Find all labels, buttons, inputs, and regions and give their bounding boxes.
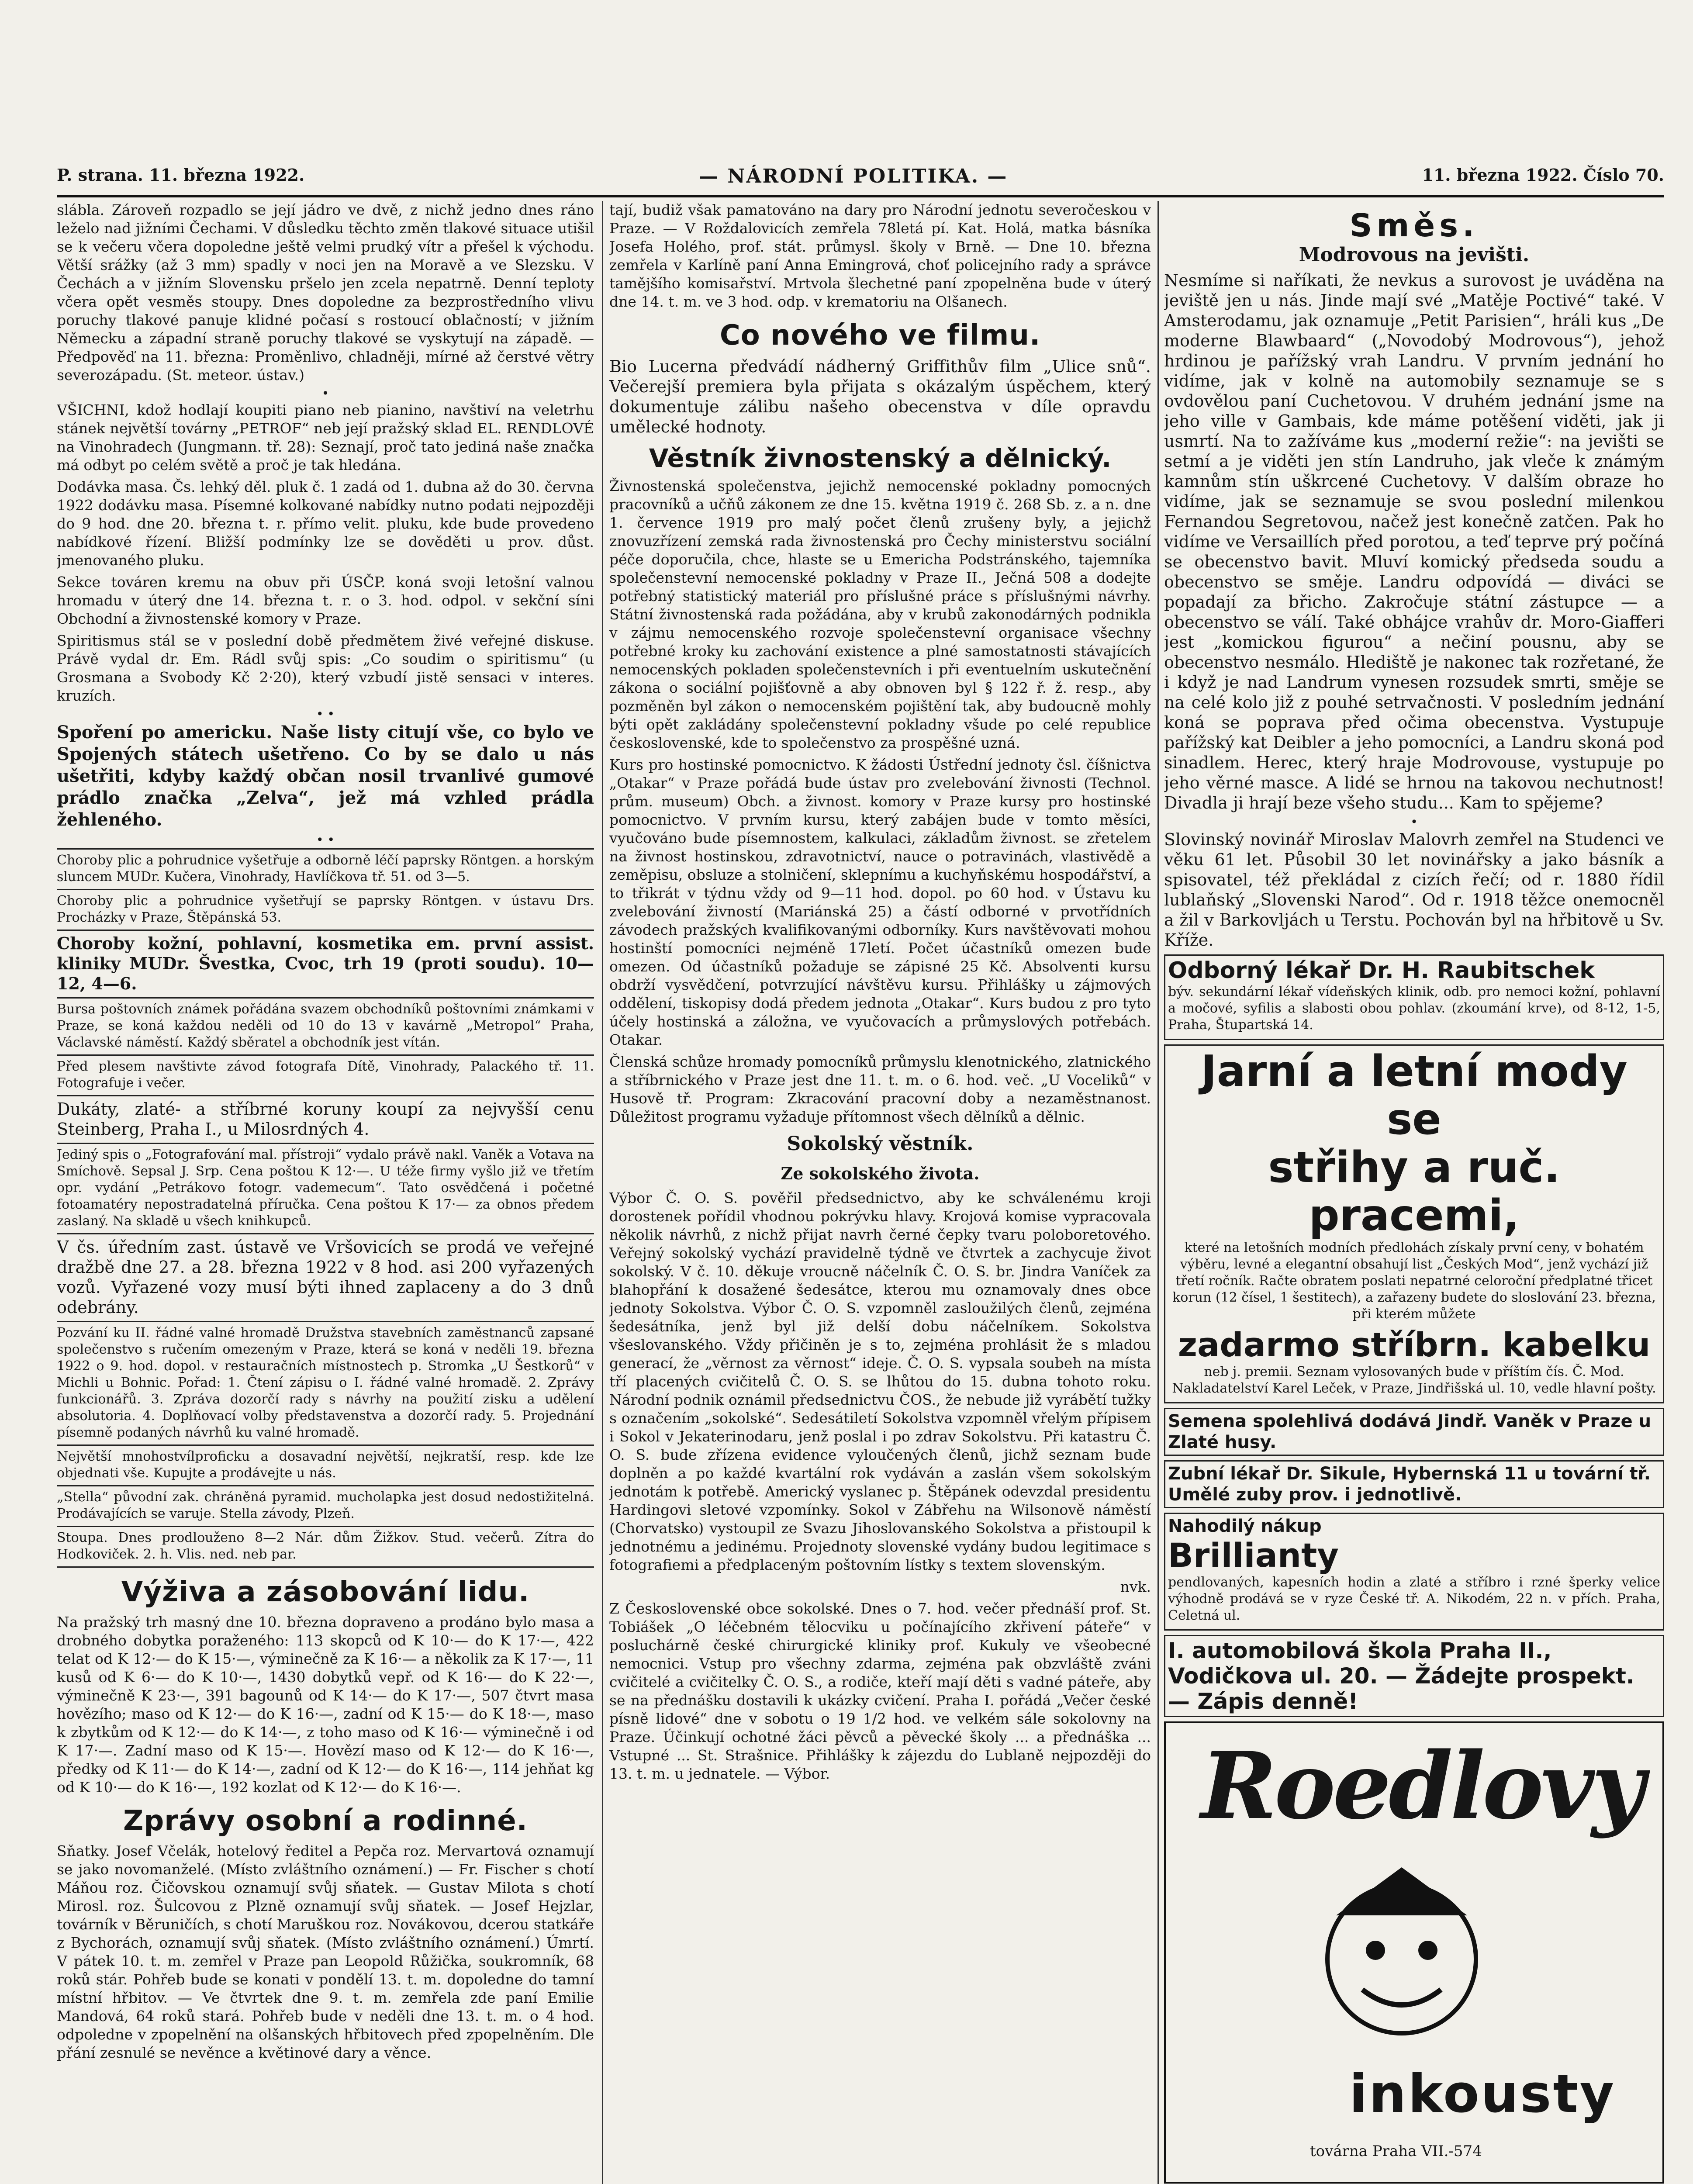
zelva-ad: Spoření po americku. Naše listy citují vše, co bylo ve Spojených státech ušetřeno. Co by se dalo u nás ušetřiti, kdyby každý občan nosil trvanlivé gumové prádlo značka „Zelva“, jež má vzhled prádla žehleného. <box>57 722 594 830</box>
section-title: Věstník živnostenský a dělnický. <box>649 443 1112 473</box>
ad-rule <box>57 997 594 999</box>
ad-rule <box>57 1444 594 1446</box>
ad-rule <box>57 889 594 890</box>
ad-title: střihy a ruč. pracemi, <box>1268 1143 1560 1241</box>
malovrh-article: Slovinský novinář Miroslav Malovrh zemřel na Studenci ve věku 61 let. Působil 30 let novinářsky a jako básník a spisovatel, též překládal z cizích řečí; od r. 1880 řídil lublaňský „Slovenski Narod“. Od r. 1918 těžce onemocněl a žil v Barkovljách u Terstu. Pochován byl na hřbitově u Sv. Kříže. <box>1164 830 1664 950</box>
sokol-obec-news: Z Československé obce sokolské. Dnes o 7. hod. večer přednáší prof. St. Tobiášek „O léčebném tělocviku u počínajícího zkřivení páteře“ v posluchárně české chirurgické kliniky prof. Kukuly ve všeobecné nemocnici. Vstup pro všechny zdarma, zejména pak obzvláště zváni cvičitelé a cvičitelky Č. O. S., a rodiče, kteří mají děti s vadné páteře, aby se na přednášku dostavili k ukázky cvičení. Praha I. pořádá „Večer české písně lidové“ dne v sobotu o 19 1/2 hod. ve velkém sále sokolovny na Praze. Účinkují ochotné žáci pěvců a pěvecké školy ... a přednáška ... Vstupné ... St. Strašnice. Přihlášky k zájezdu do Lublaně nejpozději do 13. t. m. u jednatele. — Výbor. <box>609 1600 1151 1782</box>
page-header <box>57 162 1664 197</box>
separator: • • <box>316 833 335 847</box>
classified-ad: „Stella“ původní zak. chráněná pyramid. mucholapka jest dosud nedostižitelná. Prodávajících se varuje. Stella závody, Plzeň. <box>57 1489 594 1521</box>
ad-rule <box>57 930 594 931</box>
ad-text: býv. sekundární lékař vídeňských klinik, odb. pro nemoci kožní, pohlavní a močové, syfilis a slabosti obou pohlav. (zkoumání krve), od 8-12, 1-5, Praha, Štupartská 14. <box>1168 984 1660 1033</box>
classified-ad: V čs. úředním zast. ústavě ve Vršovicích se prodá ve veřejné dražbě dne 27. a 28. března 1922 v 8 hod. asi 200 vyřazených vozů. Vyřazené vozy musí býti ihned zaplaceny a do 3 dnů odebrány. <box>57 1237 594 1317</box>
section-subtitle: Modrovous na jevišti. <box>1299 244 1530 266</box>
classified-ad: Největší mnohostvílproficku a dosavadní největší, nejkratší, resp. kde lze objednati vše. Kupujte a prodávejte u nás. <box>57 1449 594 1481</box>
piano-notice: VŠICHNI, kdož hodlají koupiti piano neb pianino, navštiví na veletrhu stánek největší továrny „PETROF“ neb její pražský sklad EL. RENDLOVÉ na Vinohradech (Jungmann. tř. 28): Seznají, proč tato jediná naše značka má odbyt po celém světě a proč je tak hledána. <box>57 401 594 473</box>
ad-rule <box>57 1321 594 1322</box>
section-subtitle: Ze sokolského života. <box>781 1164 980 1183</box>
classified-ad: Před plesem navštivte závod fotografa Dítě, Vinohrady, Palackého tř. 11. Fotografuje i večer. <box>57 1059 594 1091</box>
masthead: — NÁRODNÍ POLITIKA. — <box>699 165 1008 187</box>
separator: • • <box>316 707 335 721</box>
roedl-logo: Roedlovy <box>1201 1732 1642 1840</box>
classified-ad: Bursa poštovních známek pořádána svazem obchodníků poštovními známkami v Praze, se koná každou neděli od 10 do 13 v kavárně „Metropol“ Praha, Václavské náměstí. Každý sběratel a obchodník jest vítán. <box>57 1002 594 1050</box>
fashion-ad <box>1164 1044 1664 1403</box>
ad-title: Jarní a letní mody se <box>1201 1047 1627 1144</box>
signature: nvk. <box>1120 1578 1151 1595</box>
classified-ad: Pozvání ku II. řádné valné hromadě Družstva stavebních zaměstnanců zapsané společenstvo s ručením omezeným v Praze, která se koná v neděli 19. března 1922 o 9. hod. dopol. v restauračních místnostech p. Stromka „U Šestkorů“ v Michli u Bohnic. Pořad: 1. Čtení zápisu o I. řádné valné hromadě. 2. Zprávy funkcionářů. 3. Zpráva dozorčí rady s návrhy na použití zisku a udělení absolutoria. 4. Doplňovací volby představenstva a dozorčí rady. 5. Projednání písemně podaných návrhů ku valné hromadě. <box>57 1325 594 1440</box>
obituaries: tají, budiž však pamatováno na dary pro Národní jednotu severočeskou v Praze. — V Roždalovicích zemřela 78letá pí. Kat. Holá, matka básníka Josefa Holého, prof. stát. průmysl. školy v Brně. — Dne 10. března zemřela v Karlíně paní Anna Emingrová, choť policejního rady a správce tamějšího komisařství. Mrtvola šlechetné paní zpopelněna bude v úterý dne 14. t. m. ve 3 hod. odp. v krematoriu na Olšanech. <box>609 201 1151 310</box>
sokol-news: Výbor Č. O. S. pověřil předsednictvo, aby ke schválenému kroji dorostenek pořídil vhodnou pokrývku hlavy. Krojová komise vypracovala několik návrhů, z nichž přijat navrh černé čepky tvaru poloboretového. Veřejný sokolský vychází pravidelně týdně ve čtvrtek a zachycuje život sokolský. V č. 10. děkuje vroucně náčelník Č. O. S. br. Jindra Vaníček za blahopřání k dosažené šedesátce, kterou mu oznamovaly dnes obce jednoty Sokolstva. Výbor Č. O. S. vzpomněl zasloužilých členů, zejména šedesátníka, jenž byl již delší dobu náčelníkem. Sokolstva všeslovanského. Vždy přičiněn je s to, zejména prohlásit že s mladou generací, že „věrnost za věrnost“ ideje. Č. O. S. vypsala soubeh na místa tří placených cvičitelů Č. O. S. se lhůtou do 15. dubna tohoto roku. Národní podnik oznámil předsednictvu ČOS., že nebude již vyrábětí tužky s označením „sokolské“. Sedesátiletí Sokolstva vzpomněl vřelým přípisem i Sokol v Jekaterinodaru, jenž poslal i po zdrav Sokolstvu. Při katastru Č. O. S. bude zřízena evidence vyloučených členů, jichž seznam bude doplněn a po každé kvartální rok vydáván a zaslán všem sokolským jednotám k potřebě. Americký vyslanec p. Štěpánek odevzdal presidentu Hardingovi sletové vzpomínky. Sokol v Zábřehu na Wilsonově náměstí (Chorvatsko) vystoupil ze Svazu Jihoslovanského Sokolstva a přistoupil k jednotnému a jedinému. Projednoty slovenské vydány budou legitimace s fotografiemi a předplaceným poštovním lístky s textem slovenským. <box>609 1189 1151 1573</box>
ad-text: továrna Praha VII.-574 <box>1310 2143 1482 2160</box>
jewelry-ad <box>1164 1513 1664 1631</box>
ad-title: Odborný lékař Dr. H. Raubitschek <box>1168 957 1595 984</box>
ad-title: zadarmo stříbrn. kabelku <box>1178 1325 1651 1364</box>
ad-rule <box>57 1526 594 1527</box>
separator: • <box>321 386 329 401</box>
section-title: Výživa a zásobování lidu. <box>121 1576 530 1608</box>
classified-ad: Choroby plic a pohrudnice vyšetřují se paprsky Röntgen. v ústavu Drs. Procházky v Praze, Štěpánská 53. <box>57 893 594 925</box>
weather-report: slábla. Zároveň rozpadlo se její jádro ve dvě, z nichž jedno dnes ráno leželo nad jižními Čechami. V důsledku těchto změn tlakové situace utišil se k večeru včera dopoledne ještě velmi prudký vítr a přešel k východu. Větší srážky (až 3 mm) spadly v noci jen na Moravě a ve Slezsku. V Čechách a v jižním Slovensku pršelo jen zcela nepatrně. Denní teploty včera opět vesměs stoupy. Dnes dopoledne za bezprostředního vlivu poruchy tlakové panuje klidné počasí s rostoucí oblačností; v jižním Německu a západní straně poruchy tlakové se vyskytují na západě. — Předpověď na 11. března: Proměnlivo, chladněji, mírné až čerstvé větry severozápadu. (St. meteor. ústav.) <box>57 201 594 384</box>
ad-rule <box>57 1233 594 1234</box>
section-title: Směs. <box>1349 207 1479 244</box>
raubitschek-ad <box>1164 954 1664 1040</box>
ad-rule <box>57 1054 594 1056</box>
seeds-ad <box>1164 1408 1664 1456</box>
spiritism-notice: Spiritismus stál se v poslední době předmětem živé veřejné diskuse. Právě vydal dr. Em. Rádl svůj spis: „Co soudim o spiritismu“ (u Grosmana a Svobody Kč 2·20), který vzbudí jistě sensaci v interes. kruzích. <box>57 632 594 704</box>
classified-ad: Stoupa. Dnes prodlouženo 8—2 Nár. dům Žižkov. Stud. večerů. Zítra do Hodkoviček. 2. h. Vlis. ned. neb par. <box>57 1530 594 1562</box>
ad-text: Semena spolehlivá dodává Jindř. Vaněk v Praze u Zlaté husy. <box>1168 1411 1652 1452</box>
classified-ad: Jediný spis o „Fotografování mal. přístroji“ vydalo právě nakl. Vaněk a Votava na Smíchově. Sepsal J. Srp. Cena poštou K 12·—. U téže firmy vyšlo již ve třetím opr. vydání „Petrákovo fotogr. vademecum“. Tato osvědčená i početné fotoamatéry nepostradatelná příručka. Cena poštou K 17·— za obnos předem zaslaný. Na skladě u všech knihkupců. <box>57 1147 594 1229</box>
header-left: P. strana. 11. března 1922. <box>57 165 305 185</box>
column-3 <box>1164 201 1664 2184</box>
ad-title: Brillianty <box>1168 1536 1339 1575</box>
header-right: 11. března 1922. Číslo 70. <box>1422 165 1664 185</box>
column-2 <box>609 201 1151 2184</box>
ad-rule <box>57 1095 594 1096</box>
ad-rule <box>57 1566 594 1568</box>
course-notice: Kurs pro hostinské pomocnictvo. K žádosti Ústřední jednoty čsl. číšnictva „Otakar“ v Praze pořádá bude ústav pro zvelebování živnosti (Technol. prům. museum) Obch. a živnost. komory v Praze kursy pro hostinské pomocnictvo. V prvním kursu, který zabájen bude v tomto měsíci, vyučováno bude písemnostem, kalkulaci, základům živnost. se zřetelem na živnost hostinskou, zdravotnictví, nauce o potravinách, vlastivědě a zeměpisu, obsluze a stolničení, sklepnímu a kuchyňskému hospodářství, a to třikrát v týdnu vždy od 9—11 hod. dopol. po 60 hod. v Ústavu ku zvelebování živností (Mariánská 25) a částí odborné v prvotřídních závodech pražských kvalifikovanými odborníky. Kurs navštěvovati mohou hostinští pomocníci nejméně 17letí. Počet účastníků omezen bude omezen. Od účastníků požaduje se zápisné 25 Kč. Absolventi kursu obdrží vysvědčení, potvrzující návštěvu kursu. Přihlášky u zájmových oddělení, tiskopisy dodá předem jednota „Otakar“. Kurs budou z pro tyto účely hostinská a záložna, ve vyučovacích a průmyslových potřebách. Otakar. <box>609 756 1151 1048</box>
section-title: Co nového ve filmu. <box>719 319 1041 352</box>
ad-rule <box>57 1143 594 1144</box>
ad-title: inkousty <box>1349 2064 1616 2125</box>
driving-school-ad <box>1164 1635 1664 1717</box>
ad-text: neb j. premii. Seznam vylosovaných bude v příštím čís. Č. Mod. Nakladatelství Karel Leček, v Praze, Jindřišská ul. 10, vedle hlavní pošty. <box>1172 1364 1656 1396</box>
section-title: Sokolský věstník. <box>787 1133 974 1155</box>
header-rule <box>57 195 1664 197</box>
market-report: Na pražský trh masný dne 10. března dopraveno a prodáno bylo masa a drobného dobytka poraženého: 113 skopců od K 10·— do K 17·—, 422 telat od K 12·— do K 15·—, výminečně za K 16·— a několik za K 17·—, 11 kusů od K 6·— do K 10·—, 1430 dobytků vepř. od K 16·— do K 22·—, výminečně K 23·—, 391 bagounů od K 14·— do K 17·—, 507 čtvrt masa hovězího; maso od K 12·— do K 16·—, zadní od K 15·— do K 18·—, maso k zbytkům od K 12·— do K 14·—, z toho maso od K 16·— výminečně i od K 17·—. Zadní maso od K 15·—. Hovězí maso od K 12·— do K 16·—, předky od K 11·— do K 14·—, zadní od K 12·— do K 16·—, 114 jehňat kg od K 10·— do K 16·—, 192 kozlat od K 12·— do K 16·—. <box>57 1614 594 1796</box>
ad-text: pendlovaných, kapesních hodin a zlaté a stříbro i rzné šperky velice výhodně prodává se v ryze České tř. A. Nikodém, 22 n. v přích. Praha, Celetná ul. <box>1168 1575 1660 1623</box>
separator: • <box>1410 815 1418 829</box>
ad-text: Zubní lékař Dr. Sikule, Hybernská 11 u tovární tř. Umělé zuby prov. i jednotlivě. <box>1168 1464 1651 1505</box>
column-rule <box>1157 201 1159 2184</box>
jester-face-icon <box>1310 1863 1493 2046</box>
ad-text: I. automobilová škola Praha II., Vodičkova ul. 20. — Žádejte prospekt. — Zápis denně! <box>1168 1638 1634 1714</box>
meeting-notice: Členská schůze hromady pomocníků průmyslu klenotnického, zlatnického a stříbrnického v Praze jest dne 11. t. m. o 6. hod. več. „U Voceliků“ v Husově tř. Program: Zkracování pracovní doby a nezaměstnanost. Důležitost programu vyžaduje přítomnost všech dělníků a dělnic. <box>609 1053 1151 1125</box>
trade-news: Živnostenská společenstva, jejichž nemocenské pokladny pomocných pracovníků a učňů zákonem ze dne 15. května 1919 č. 268 Sb. z. a n. dne 1. července 1919 pro malý počet členů zrušeny byly, a jejichž znovuzřízení zemská rada živnostenská pro Čechy ministerstvu sociální péče doporučila, chce, hlaste se u Emericha Podstránského, tajemníka společenstevní nemocenské pokladny v Praze II., Ječná 508 a dodejte potřebný statistický materiál pro příslušné práce s příslušnými návrhy. Státní živnostenská rada požádána, aby v krubů zakonodárných podnikla v zájmu nemocenského rozvoje společenstevní organisace všechny potřebné kroky ku zachování existence a plné samostatnosti stávajících nemocenských pokladen společenstevních i při eventuelním uskutečnění zákona o sociální pojišťovně a aby obnoven byl § 122 ř. ž. resp., aby pozměněn byl zákon o nemocenském pojištění tak, aby budoucně mohly býti opět zakládány společenstevní pokladny všude po celé republice československé, kde to společenstvo za prospěšné uzná. <box>609 477 1151 751</box>
bluebeard-article: Nesmíme si naříkati, že nevkus a surovost je uváděna na jeviště jen u nás. Jinde mají své „Matěje Poctivé“ také. V Amsterodamu, jak oznamuje „Petit Parisien“, hráli kus „De moderne Blawbaard“ („Novodobý Modrovous“), jehož hrdinou je pařížský vrah Landru. V prvním jednání ho vidíme, jak v kolně na automobily seznamuje se s ovdovělou paní Cuchetovou. V druhém jednání jsme na jeho ville v Gambais, kde máme potěšení viděti, jak ji usmrtí. Na to zažíváme kus „moderní režie“: na jevišti se setmí a je viděti jen stín Landruho, jak vleče k známým kamnům stín uškrcené Cuchetovy. V dalším obraze ho vidíme, jak se seznamuje se svou poslední milenkou Fernandou Segretovou, načež jest konečně zatčen. Pak ho vidíme ve Versaillích před porotou, a teď teprve prý počíná se obecenstvo bavit. Mluví komický předseda soudu a obecenstvo se směje. Landru odpovídá — diváci se popadají za břicho. Zakročuje státní zástupce — a obecenstvo se válí. Také obhájce vrahův dr. Moro-Giafferi jest „komickou figurou“ a nečiní pousnu, aby se obecenstvo nesmálo. Hlediště je nakonec tak rozřetané, že i když je nad Landrum vynesen rozsudek smrti, směje se na celé kolo již z pouhé setrvačnosti. V posledním jednání koná se poprava před očima obecenstva. Vystupuje pařížský kat Deibler a jeho pomocníci, a Landru skoná pod sinadlem. Herec, který hraje Modrovouse, vystupuje po jeho věrné masce. A lidé se hrnou na takovou nechutnost! Divadla ji hrají beze všeho studu... Kam to spějeme? <box>1164 271 1664 812</box>
dentist-ad <box>1164 1460 1664 1508</box>
ad-rule <box>57 1485 594 1486</box>
classified-ad: Choroby kožní, pohlavní, kosmetika em. první assist. kliniky MUDr. Švestka, Cvoc, trh 19 (proti soudu). 10—12, 4—6. <box>57 933 594 993</box>
classified-ad: Choroby plic a pohrudnice vyšetřuje a odborně léčí paprsky Röntgen. a horským sluncem MUDr. Kučera, Vinohrady, Havlíčkova tř. 51. od 3—5. <box>57 853 594 885</box>
meat-delivery-notice: Dodávka masa. Čs. lehký děl. pluk č. 1 zadá od 1. dubna až do 30. června 1922 dodávku masa. Písemné kolkované nabídky nutno podati nejpozději do 9 hod. dne 20. března t. r. přímo velit. pluku, kde bude provedeno nabídkové řízení. Bližší podmínky lze se dověděti u prov. důst. jmenovaného pluku. <box>57 478 594 569</box>
ad-text: které na letošních modních předlohách získaly první ceny, v bohatém výběru, levné a elegantní obsahují list „Českých Mod“, jenž vychází již třetí ročník. Račte obratem poslati nepatrné celoroční předplatné třicet korun (12 čísel, 1 šestitech), a zařazeny budete do sloslování 23. března, při kterém můžete <box>1172 1240 1656 1322</box>
personal-news: Sňatky. Josef Včelák, hotelový ředitel a Pepča roz. Mervartová oznamují se jako novomanželé. (Místo zvláštního oznámení.) — Fr. Fischer s chotí Máňou roz. Čičovskou oznamují svůj sňatek. — Gustav Milota s chotí Mirosl. roz. Šulcovou z Plzně oznamují svůj sňatek. — Josef Hejzlar, továrník v Běruničích, s chotí Maruškou roz. Novákovou, dcerou statkáře z Bychorách, oznamují svůj sňatek. (Místo zvláštního oznámení.) Úmrtí. V pátek 10. t. m. zemřel v Praze pan Leopold Růžička, soukromník, 68 roků stár. Pohřeb bude se konati v pondělí 13. t. m. dopoledne do tamní místní hřbitov. — Ve čtvrtek dne 9. t. m. zemřela zde paní Emilie Mandová, 64 roků stará. Pohřeb bude v neděli dne 13. t. m. o 4 hod. odpoledne v zpopelnění na olšanských hřbitovech před zpopelněním. Dle přání zesnulé se nevěnce a květinové dary a věnce. <box>57 1842 594 2061</box>
ad-title: Nahodilý nákup <box>1168 1516 1322 1536</box>
classified-ad: Dukáty, zlaté- a stříbrné koruny koupí za nejvyšší cenu Steinberg, Praha I., u Milosrdných 4. <box>57 1099 594 1139</box>
roedl-ink-ad <box>1164 1721 1664 2184</box>
ad-rule <box>57 848 594 850</box>
section-title: Zprávy osobní a rodinné. <box>123 1805 528 1837</box>
column-rule <box>602 201 603 2184</box>
column-1 <box>57 201 594 2184</box>
section-meeting-notice: Sekce továren kremu na obuv při ÚSČP. koná svoji letošní valnou hromadu v úterý dne 14. března t. r. o 3. hod. odpol. v sekční síni Obchodní a živnostenské komory v Praze. <box>57 574 594 627</box>
film-news: Bio Lucerna předvádí nádherný Griffithův film „Ulice snů“. Večerejší premiera byla přijata s okázalým úspěchem, který dokumentuje zálibu našeho obecenstva v díle opravdu umělecké hodnoty. <box>609 357 1151 436</box>
